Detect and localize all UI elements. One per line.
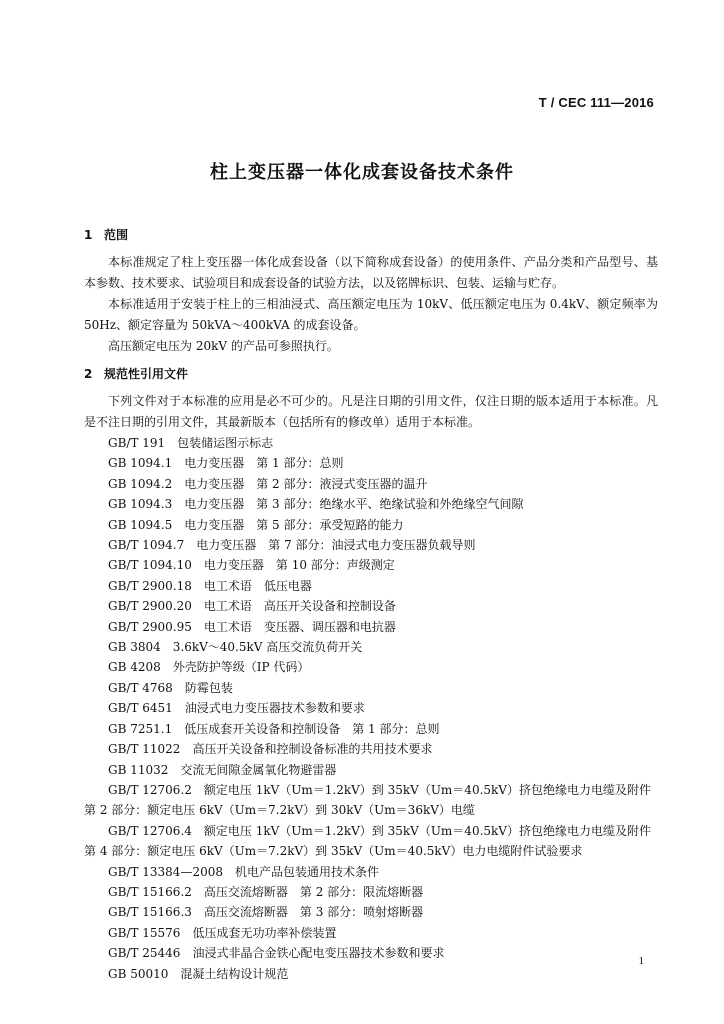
reference-item xyxy=(84,882,658,902)
reference-title: 高压交流熔断器 第 2 部分：限流熔断器 xyxy=(203,884,424,899)
document-title: 柱上变压器一体化成套设备技术条件 xyxy=(210,162,514,183)
reference-title: 低压成套无功功率补偿装置 xyxy=(192,925,337,940)
reference-item xyxy=(84,617,658,637)
reference-item xyxy=(84,494,658,514)
reference-code: GB 50010 xyxy=(108,966,169,981)
reference-title: 电力变压器 第 5 部分：承受短路的能力 xyxy=(184,517,404,532)
reference-item xyxy=(84,515,658,535)
reference-code: GB 4208 xyxy=(108,660,161,675)
reference-title: 电力变压器 第 10 部分：声级测定 xyxy=(203,558,395,573)
reference-item xyxy=(84,780,658,821)
reference-code: GB/T 15166.2 xyxy=(108,884,192,899)
reference-title: 额定电压 1kV（Um＝1.2kV）到 35kV（Um＝40.5kV）挤包绝缘电力电缆及附件 第 4 部分：额定电压 6kV（Um＝7.2kV）到 35kV（Um＝40.5kV）电力电缆附件试验要求 xyxy=(84,823,651,859)
reference-item xyxy=(84,739,658,759)
reference-code: GB/T 12706.2 xyxy=(108,782,192,797)
section-number: 2 xyxy=(84,367,93,381)
reference-code: GB 3804 xyxy=(108,640,161,655)
reference-title: 机电产品包装通用技术条件 xyxy=(234,864,379,879)
reference-item xyxy=(84,576,658,596)
reference-code: GB 11032 xyxy=(108,762,169,777)
reference-code: GB 1094.2 xyxy=(108,476,173,491)
reference-item xyxy=(84,555,658,575)
reference-item xyxy=(84,821,658,862)
reference-code: GB/T 15166.3 xyxy=(108,905,192,920)
reference-code: GB/T 15576 xyxy=(108,925,181,940)
reference-item xyxy=(84,902,658,922)
reference-title: 混凝土结构设计规范 xyxy=(180,966,289,981)
reference-title: 交流无间隙金属氧化物避雷器 xyxy=(180,762,337,777)
reference-item xyxy=(84,657,658,677)
reference-code: GB 1094.3 xyxy=(108,497,173,512)
reference-title: 高压交流熔断器 第 3 部分：喷射熔断器 xyxy=(203,905,424,920)
document-body xyxy=(84,222,658,984)
reference-item xyxy=(84,596,658,616)
reference-title: 电力变压器 第 2 部分：液浸式变压器的温升 xyxy=(184,476,428,491)
reference-title: 低压成套开关设备和控制设备 第 1 部分：总则 xyxy=(184,721,440,736)
reference-title: 3.6kV～40.5kV 高压交流负荷开关 xyxy=(172,640,363,655)
reference-title: 电力变压器 第 1 部分：总则 xyxy=(184,456,344,471)
reference-item xyxy=(84,862,658,882)
reference-item xyxy=(84,433,658,453)
reference-title: 油浸式非晶合金铁心配电变压器技术参数和要求 xyxy=(192,946,445,961)
reference-title: 油浸式电力变压器技术参数和要求 xyxy=(184,701,365,716)
reference-item xyxy=(84,474,658,494)
document-code: T / CEC 111—2016 xyxy=(538,95,654,110)
reference-item xyxy=(84,923,658,943)
reference-title: 电工术语 低压电器 xyxy=(203,578,312,593)
reference-item xyxy=(84,453,658,473)
reference-title: 电工术语 变压器、调压器和电抗器 xyxy=(203,619,396,634)
reference-code: GB/T 25446 xyxy=(108,946,181,961)
reference-code: GB/T 1094.7 xyxy=(108,538,185,553)
reference-title: 包装储运图示标志 xyxy=(177,436,274,450)
reference-title: 电力变压器 第 7 部分：油浸式电力变压器负载导则 xyxy=(196,538,476,553)
reference-item xyxy=(84,719,658,739)
paragraph: 下列文件对于本标准的应用是必不可少的。凡是注日期的引用文件，仅注日期的版本适用于本标准。凡是不注日期的引用文件，其最新版本（包括所有的修改单）适用于本标准。 xyxy=(84,394,658,429)
reference-title: 电力变压器 第 3 部分：绝缘水平、绝缘试验和外绝缘空气间隙 xyxy=(184,497,524,512)
reference-code: GB/T 13384—2008 xyxy=(108,864,223,879)
paragraph: 本标准适用于安装于柱上的三相油浸式、高压额定电压为 10kV、低压额定电压为 0.4kV、额定频率为 50Hz、额定容量为 50kVA～400kVA 的成套设备。 xyxy=(84,297,658,332)
reference-code: GB/T 1094.10 xyxy=(108,558,192,573)
reference-item xyxy=(84,964,658,984)
paragraph: 本标准规定了柱上变压器一体化成套设备（以下简称成套设备）的使用条件、产品分类和产品型号、基本参数、技术要求、试验项目和成套设备的试验方法，以及铭牌标识、包装、运输与贮存。 xyxy=(84,255,658,290)
reference-item xyxy=(84,535,658,555)
section-number: 1 xyxy=(84,228,93,242)
reference-title: 防霉包装 xyxy=(184,680,233,695)
reference-title: 额定电压 1kV（Um＝1.2kV）到 35kV（Um＝40.5kV）挤包绝缘电力电缆及附件 第 2 部分：额定电压 6kV（Um＝7.2kV）到 30kV（Um＝36kV）电缆 xyxy=(84,782,651,818)
reference-code: GB/T 2900.95 xyxy=(108,619,192,634)
section-heading-normative-references xyxy=(84,363,658,385)
reference-list xyxy=(84,433,658,984)
section-heading-scope xyxy=(84,224,658,246)
reference-code: GB/T 2900.20 xyxy=(108,599,192,614)
reference-title: 高压开关设备和控制设备标准的共用技术要求 xyxy=(192,742,433,757)
reference-item xyxy=(84,678,658,698)
reference-item xyxy=(84,760,658,780)
reference-code: GB/T 4768 xyxy=(108,680,173,695)
reference-title: 外壳防护等级（IP 代码） xyxy=(172,660,310,675)
reference-code: GB/T 2900.18 xyxy=(108,578,192,593)
reference-item xyxy=(84,637,658,657)
section-title: 规范性引用文件 xyxy=(104,367,189,381)
reference-code: GB 1094.5 xyxy=(108,517,173,532)
page-number: 1 xyxy=(638,955,644,967)
reference-code: GB 7251.1 xyxy=(108,721,173,736)
reference-code: GB 1094.1 xyxy=(108,456,173,471)
paragraph: 高压额定电压为 20kV 的产品可参照执行。 xyxy=(108,339,339,353)
reference-code: GB/T 6451 xyxy=(108,701,173,716)
reference-item xyxy=(84,698,658,718)
reference-code: GB/T 12706.4 xyxy=(108,823,192,838)
reference-title: 电工术语 高压开关设备和控制设备 xyxy=(203,599,396,614)
reference-item xyxy=(84,943,658,963)
reference-code: GB/T 11022 xyxy=(108,742,181,757)
section-title: 范围 xyxy=(104,228,129,242)
reference-code: GB/T 191 xyxy=(108,436,166,450)
